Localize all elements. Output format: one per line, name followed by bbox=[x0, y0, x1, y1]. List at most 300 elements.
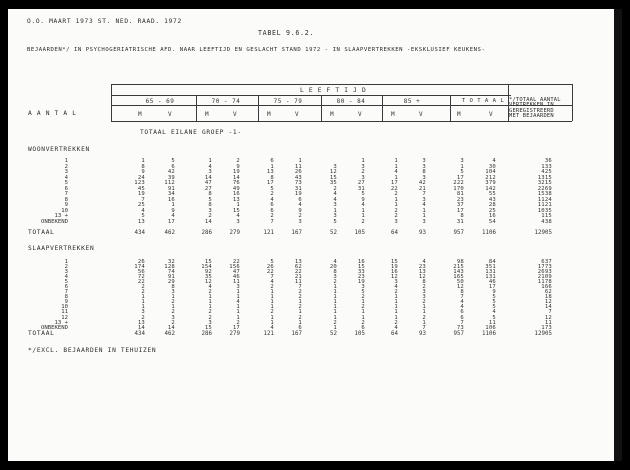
table-cell: 1 bbox=[270, 319, 274, 326]
data-column bbox=[378, 260, 398, 331]
table-cell: 45 bbox=[137, 185, 145, 192]
table-cell: 5 bbox=[270, 185, 274, 192]
table-cell: 5 bbox=[141, 213, 145, 219]
table-cell: 2109 bbox=[537, 274, 552, 281]
table-cell: 4 bbox=[298, 202, 302, 208]
table-cell: 27 bbox=[357, 180, 365, 186]
row-label: 3 bbox=[64, 269, 68, 276]
total-cell: 93 bbox=[419, 230, 426, 236]
table-cell: 2 bbox=[171, 309, 175, 316]
table-cell: 3 bbox=[333, 202, 337, 208]
total-cell: 462 bbox=[164, 230, 175, 236]
table-cell: 1 bbox=[141, 158, 145, 164]
table-cell: 19 bbox=[357, 279, 365, 286]
table-cell: 1 bbox=[208, 304, 212, 311]
table-cell: 2 bbox=[208, 314, 212, 321]
table-cell: 173 bbox=[541, 324, 552, 331]
table-cell: 23 bbox=[418, 264, 426, 271]
table-cell: 5 bbox=[492, 299, 496, 306]
data-column bbox=[444, 159, 464, 225]
table-cell: 14 bbox=[204, 218, 212, 225]
table-cell: 4 bbox=[236, 213, 240, 219]
data-column bbox=[345, 260, 365, 331]
table-cell: 3 bbox=[422, 196, 426, 203]
table-cell: 3 bbox=[361, 284, 365, 291]
row-label: 13 + bbox=[54, 319, 68, 326]
table-cell: 19 bbox=[137, 191, 145, 197]
total-cell: 167 bbox=[291, 230, 302, 236]
table-cell: 3 bbox=[298, 218, 302, 225]
table-cell: 8 bbox=[270, 174, 274, 181]
data-column bbox=[476, 260, 496, 331]
row-label: 9 bbox=[64, 299, 68, 306]
total-cell: 93 bbox=[419, 331, 426, 337]
table-cell: 9 bbox=[298, 207, 302, 214]
rule-top bbox=[111, 84, 572, 85]
totaal-aantal-column bbox=[528, 260, 552, 331]
table-cell: 1121 bbox=[537, 202, 552, 208]
table-cell: 12 bbox=[329, 169, 337, 175]
table-cell: 54 bbox=[488, 218, 496, 225]
table-cell: 16 bbox=[167, 196, 175, 203]
table-cell: 1 bbox=[298, 158, 302, 164]
table-cell: 15 bbox=[204, 324, 212, 331]
page-edge-shadow bbox=[614, 9, 622, 461]
table-cell: 174 bbox=[134, 264, 145, 271]
row-label: 5 bbox=[64, 180, 68, 186]
total-cell: 52 bbox=[330, 331, 337, 337]
table-cell: 3 bbox=[361, 174, 365, 181]
total-cell: 105 bbox=[354, 230, 365, 236]
table-cell: 2 bbox=[141, 289, 145, 296]
table-cell: 215 bbox=[453, 264, 464, 271]
table-cell: 84 bbox=[488, 259, 496, 265]
table-cell: 2 bbox=[298, 213, 302, 219]
table-cell: 49 bbox=[232, 185, 240, 192]
table-cell: 1 bbox=[422, 304, 426, 311]
table-cell: 1 bbox=[361, 213, 365, 219]
table-cell: 14 bbox=[204, 174, 212, 181]
row-label: 5 bbox=[64, 279, 68, 286]
row-label: 1 bbox=[64, 158, 68, 164]
table-cell: 11 bbox=[488, 319, 496, 326]
table-cell: 1 bbox=[394, 158, 398, 164]
table-cell: 2693 bbox=[537, 269, 552, 276]
table-cell: 2 bbox=[422, 314, 426, 321]
table-cell: 46 bbox=[488, 279, 496, 286]
row-label: 2 bbox=[64, 163, 68, 170]
table-cell: 3 bbox=[208, 319, 212, 326]
table-cell: 7 bbox=[422, 324, 426, 331]
data-column bbox=[192, 260, 212, 331]
table-cell: 3215 bbox=[537, 180, 552, 186]
leeftijd-label: L E E F T I J D bbox=[300, 87, 367, 94]
data-column bbox=[125, 159, 145, 225]
table-cell: 1 bbox=[394, 163, 398, 170]
table-cell: 2 bbox=[333, 279, 337, 286]
table-cell: 1 bbox=[460, 163, 464, 170]
table-cell: 133 bbox=[541, 163, 552, 170]
table-cell: 2 bbox=[298, 289, 302, 296]
table-cell: 13 bbox=[294, 259, 302, 265]
table-cell: 4 bbox=[492, 309, 496, 316]
table-cell: 1 bbox=[394, 299, 398, 306]
table-cell: 1 bbox=[208, 294, 212, 301]
row-label: 4 bbox=[64, 274, 68, 281]
table-cell: 31 bbox=[294, 185, 302, 192]
table-cell: 33 bbox=[357, 269, 365, 276]
table-cell: 1 bbox=[422, 319, 426, 326]
table-cell: 379 bbox=[485, 180, 496, 186]
table-cell: 5 bbox=[460, 169, 464, 175]
table-cell: 15 bbox=[232, 207, 240, 214]
table-cell: 4 bbox=[394, 324, 398, 331]
table-cell: 4 bbox=[333, 196, 337, 203]
table-cell: 2 bbox=[394, 289, 398, 296]
table-cell: 37 bbox=[456, 202, 464, 208]
table-cell: 15 bbox=[329, 174, 337, 181]
rule-sex bbox=[111, 105, 572, 106]
table-cell: 3 bbox=[333, 274, 337, 281]
table-cell: 2 bbox=[236, 319, 240, 326]
table-cell: 1 bbox=[208, 299, 212, 306]
table-cell: 115 bbox=[541, 213, 552, 219]
table-cell: 55 bbox=[488, 191, 496, 197]
table-cell: 104 bbox=[485, 169, 496, 175]
rule-age bbox=[111, 95, 511, 96]
table-cell: 47 bbox=[232, 269, 240, 276]
table-cell: 9 bbox=[171, 207, 175, 214]
table-cell: 1 bbox=[394, 174, 398, 181]
total-cell: 957 bbox=[453, 230, 464, 236]
table-cell: 5 bbox=[361, 289, 365, 296]
row-label: ONBEKEND bbox=[41, 324, 68, 331]
table-cell: 17 bbox=[167, 218, 175, 225]
table-cell: 438 bbox=[541, 218, 552, 225]
table-cell: 92 bbox=[204, 269, 212, 276]
table-cell: 4 bbox=[208, 163, 212, 170]
table-cell: 2 bbox=[171, 319, 175, 326]
table-cell: 1 bbox=[236, 294, 240, 301]
row-labels bbox=[28, 159, 68, 225]
table-cell: 8 bbox=[460, 289, 464, 296]
table-cell: 42 bbox=[167, 169, 175, 175]
data-column bbox=[192, 159, 212, 225]
table-cell: 2 bbox=[394, 319, 398, 326]
table-cell: 17 bbox=[456, 207, 464, 214]
table-cell: 154 bbox=[201, 264, 212, 271]
row-label: 6 bbox=[64, 284, 68, 291]
table-cell: 13 bbox=[232, 196, 240, 203]
sex-label: V bbox=[294, 111, 300, 118]
table-cell: 1 bbox=[422, 213, 426, 219]
table-cell: 131 bbox=[485, 269, 496, 276]
table-cell: 1 bbox=[298, 319, 302, 326]
table-cell: 112 bbox=[164, 180, 175, 186]
table-cell: 6 bbox=[298, 324, 302, 331]
row-label: ONBEKEND bbox=[41, 218, 68, 225]
data-column bbox=[378, 159, 398, 225]
table-cell: 26 bbox=[294, 169, 302, 175]
table-cell: 2 bbox=[270, 213, 274, 219]
table-cell: 1 bbox=[141, 299, 145, 306]
sex-label: M bbox=[390, 111, 396, 118]
table-cell: 4 bbox=[171, 213, 175, 219]
table-cell: 12 bbox=[544, 314, 552, 321]
table-cell: 1 bbox=[394, 309, 398, 316]
table-cell: 106 bbox=[485, 324, 496, 331]
table-cell: 1 bbox=[394, 304, 398, 311]
table-cell: 4 bbox=[492, 158, 496, 164]
table-cell: 3 bbox=[361, 163, 365, 170]
table-cell: 29 bbox=[167, 279, 175, 286]
table-cell: 19 bbox=[294, 191, 302, 197]
table-cell: 1 bbox=[270, 314, 274, 321]
table-cell: 166 bbox=[541, 284, 552, 291]
table-cell: 7 bbox=[422, 191, 426, 197]
table-cell: 1 bbox=[361, 158, 365, 164]
table-cell: 3 bbox=[333, 163, 337, 170]
table-cell: 1 bbox=[270, 163, 274, 170]
table-cell: 11 bbox=[232, 279, 240, 286]
table-cell: 30 bbox=[488, 163, 496, 170]
table-cell: 1 bbox=[422, 309, 426, 316]
age-group-5: T O T A A L bbox=[461, 98, 505, 104]
table-cell: 2 bbox=[171, 299, 175, 306]
table-cell: 143 bbox=[453, 269, 464, 276]
footnote: */EXCL. BEJAARDEN IN TEHUIZEN bbox=[28, 347, 157, 354]
sex-label: M bbox=[137, 111, 143, 118]
table-cell: 128 bbox=[164, 264, 175, 271]
age-group-1: 70 - 74 bbox=[211, 98, 241, 105]
table-cell: 1 bbox=[298, 299, 302, 306]
table-cell: 2 bbox=[394, 207, 398, 214]
table-cell: 22 bbox=[294, 269, 302, 276]
table-cell: 1 bbox=[333, 207, 337, 214]
table-cell: 1 bbox=[236, 314, 240, 321]
table-cell: 2 bbox=[270, 191, 274, 197]
table-cell: 170 bbox=[453, 185, 464, 192]
table-cell: 13 bbox=[418, 269, 426, 276]
table-cell: 4 bbox=[333, 259, 337, 265]
table-cell: 22 bbox=[390, 185, 398, 192]
table-cell: 2 bbox=[361, 294, 365, 301]
table-cell: 4 bbox=[141, 207, 145, 214]
table-cell: 6 bbox=[460, 314, 464, 321]
table-cell: 4 bbox=[208, 284, 212, 291]
table-cell: 43 bbox=[488, 196, 496, 203]
table-cell: 34 bbox=[167, 191, 175, 197]
row-label: 10 bbox=[61, 207, 68, 214]
table-cell: 6 bbox=[270, 202, 274, 208]
table-cell: 5 bbox=[333, 218, 337, 225]
table-cell: 2 bbox=[141, 314, 145, 321]
table-cell: 2 bbox=[361, 319, 365, 326]
table-cell: 1 bbox=[236, 304, 240, 311]
table-cell: 22 bbox=[266, 269, 274, 276]
table-cell: 17 bbox=[488, 284, 496, 291]
table-cell: 3 bbox=[422, 158, 426, 164]
table-cell: 3 bbox=[236, 284, 240, 291]
row-label: 7 bbox=[64, 191, 68, 197]
totaal-aantal-column bbox=[528, 159, 552, 225]
total-cell: 121 bbox=[263, 331, 274, 337]
table-cell: 6 bbox=[361, 324, 365, 331]
table-cell: 2 bbox=[236, 158, 240, 164]
table-cell: 14 bbox=[544, 304, 552, 311]
table-cell: 1 bbox=[394, 314, 398, 321]
table-cell: 62 bbox=[294, 264, 302, 271]
table-cell: 1 bbox=[208, 158, 212, 164]
table-cell: 2 bbox=[270, 309, 274, 316]
row-label: 4 bbox=[64, 174, 68, 181]
table-cell: 2 bbox=[333, 319, 337, 326]
table-cell: 20 bbox=[329, 264, 337, 271]
table-cell: 6 bbox=[171, 163, 175, 170]
table-cell: 13 bbox=[137, 319, 145, 326]
total-label-woonvertrekken: TOTAAL bbox=[28, 229, 55, 236]
table-cell: 4 bbox=[394, 169, 398, 175]
table-cell: 2 bbox=[394, 213, 398, 219]
table-cell: 5 bbox=[361, 191, 365, 197]
table-cell: 21 bbox=[294, 274, 302, 281]
table-cell: 62 bbox=[544, 289, 552, 296]
total-cell: 286 bbox=[201, 230, 212, 236]
table-cell: 50 bbox=[456, 279, 464, 286]
data-column bbox=[220, 260, 240, 331]
table-cell: 11 bbox=[544, 319, 552, 326]
sex-label: M bbox=[266, 111, 272, 118]
data-column bbox=[406, 260, 426, 331]
table-cell: 8 bbox=[141, 163, 145, 170]
table-cell: 7 bbox=[460, 319, 464, 326]
table-cell: 2 bbox=[298, 294, 302, 301]
age-group-3: 80 - 84 bbox=[336, 98, 366, 105]
table-cell: 11 bbox=[294, 163, 302, 170]
table-cell: 4 bbox=[422, 259, 426, 265]
table-cell: 1 bbox=[270, 304, 274, 311]
table-cell: 1 bbox=[298, 309, 302, 316]
table-cell: 4 bbox=[361, 202, 365, 208]
total-cell: 12905 bbox=[534, 331, 552, 337]
table-cell: 2 bbox=[141, 284, 145, 291]
table-cell: 1 bbox=[236, 289, 240, 296]
total-cell: 957 bbox=[453, 331, 464, 337]
table-cell: 1 bbox=[333, 299, 337, 306]
table-cell: 91 bbox=[167, 185, 175, 192]
table-cell: 4 bbox=[422, 202, 426, 208]
table-cell: 81 bbox=[456, 191, 464, 197]
table-cell: 1 bbox=[361, 207, 365, 214]
table-cell: 56 bbox=[137, 269, 145, 276]
table-cell: 9 bbox=[236, 163, 240, 170]
age-group-2: 75 - 79 bbox=[273, 98, 303, 105]
data-column bbox=[254, 159, 274, 225]
table-cell: 3 bbox=[422, 218, 426, 225]
table-cell: 3 bbox=[208, 169, 212, 175]
table-cell: 123 bbox=[134, 180, 145, 186]
table-cell: 142 bbox=[485, 185, 496, 192]
table-cell: 351 bbox=[485, 264, 496, 271]
table-cell: 1773 bbox=[537, 264, 552, 271]
table-cell: 8 bbox=[422, 169, 426, 175]
data-column bbox=[155, 260, 175, 331]
table-cell: 5 bbox=[492, 304, 496, 311]
table-cell: 3 bbox=[208, 207, 212, 214]
table-cell: 1178 bbox=[537, 279, 552, 286]
total-cell: 279 bbox=[229, 230, 240, 236]
table-cell: 22 bbox=[137, 279, 145, 286]
table-cell: 12 bbox=[418, 274, 426, 281]
table-cell: 31 bbox=[456, 218, 464, 225]
table-cell: 5 bbox=[208, 196, 212, 203]
data-column bbox=[125, 260, 145, 331]
table-cell: 2 bbox=[361, 169, 365, 175]
sex-label: M bbox=[456, 111, 462, 118]
table-cell: 23 bbox=[357, 274, 365, 281]
table-cell: 3 bbox=[460, 158, 464, 164]
table-cell: 26 bbox=[137, 259, 145, 265]
table-cell: 3 bbox=[333, 213, 337, 219]
total-cell: 434 bbox=[134, 230, 145, 236]
total-cell: 167 bbox=[291, 331, 302, 337]
table-cell: 1 bbox=[333, 314, 337, 321]
table-cell: 4 bbox=[460, 299, 464, 306]
table-cell: 21 bbox=[418, 185, 426, 192]
aantal-label: A A N T A L bbox=[28, 110, 77, 117]
table-cell: 1 bbox=[333, 284, 337, 291]
table-cell: 9 bbox=[361, 196, 365, 203]
totaal-aantal-header: */TOTAAL AANTAL VERTREKKEN IN GEREGISTREERD MET BEJAARDEN bbox=[509, 97, 561, 120]
table-cell: 74 bbox=[167, 269, 175, 276]
table-cell: 2 bbox=[270, 284, 274, 291]
table-cell: 16 bbox=[390, 269, 398, 276]
table-cell: 156 bbox=[229, 264, 240, 271]
total-cell: 434 bbox=[134, 331, 145, 337]
sex-label: V bbox=[418, 111, 424, 118]
table-cell: 3 bbox=[394, 218, 398, 225]
table-cell: 1035 bbox=[537, 207, 552, 214]
total-cell: 64 bbox=[391, 230, 398, 236]
row-label: 1 bbox=[64, 259, 68, 265]
row-label: 3 bbox=[64, 169, 68, 175]
age-group-0: 65 - 69 bbox=[145, 98, 175, 105]
table-cell: 15 bbox=[357, 264, 365, 271]
section-title-woonvertrekken: WOONVERTREKKEN bbox=[28, 146, 90, 153]
table-cell: 4 bbox=[270, 196, 274, 203]
table-cell: 1 bbox=[236, 202, 240, 208]
table-cell: 15 bbox=[390, 259, 398, 265]
table-cell: 98 bbox=[456, 259, 464, 265]
table-cell: 4 bbox=[270, 324, 274, 331]
data-column bbox=[220, 159, 240, 225]
table-cell: 131 bbox=[485, 274, 496, 281]
table-cell: 6 bbox=[270, 207, 274, 214]
table-cell: 6 bbox=[270, 158, 274, 164]
table-cell: 1 bbox=[361, 299, 365, 306]
data-column bbox=[317, 260, 337, 331]
table-cell: 26 bbox=[266, 264, 274, 271]
table-cell: 4 bbox=[333, 191, 337, 197]
table-description: BEJAARDEN*/ IN PSYCHOGERIATRISCHE AFD. NAAR LEEFTIJD EN GESLACHT STAND 1972 - IN SLAAPVERTREKKEN -EKSKLUSIEF KEUKENS- bbox=[27, 47, 486, 53]
table-cell: 1 bbox=[270, 299, 274, 306]
table-cell: 2269 bbox=[537, 185, 552, 192]
table-cell: 1124 bbox=[537, 196, 552, 203]
table-cell: 1 bbox=[270, 294, 274, 301]
table-cell: 3 bbox=[422, 174, 426, 181]
rule-right bbox=[572, 84, 573, 121]
row-label: 6 bbox=[64, 185, 68, 192]
